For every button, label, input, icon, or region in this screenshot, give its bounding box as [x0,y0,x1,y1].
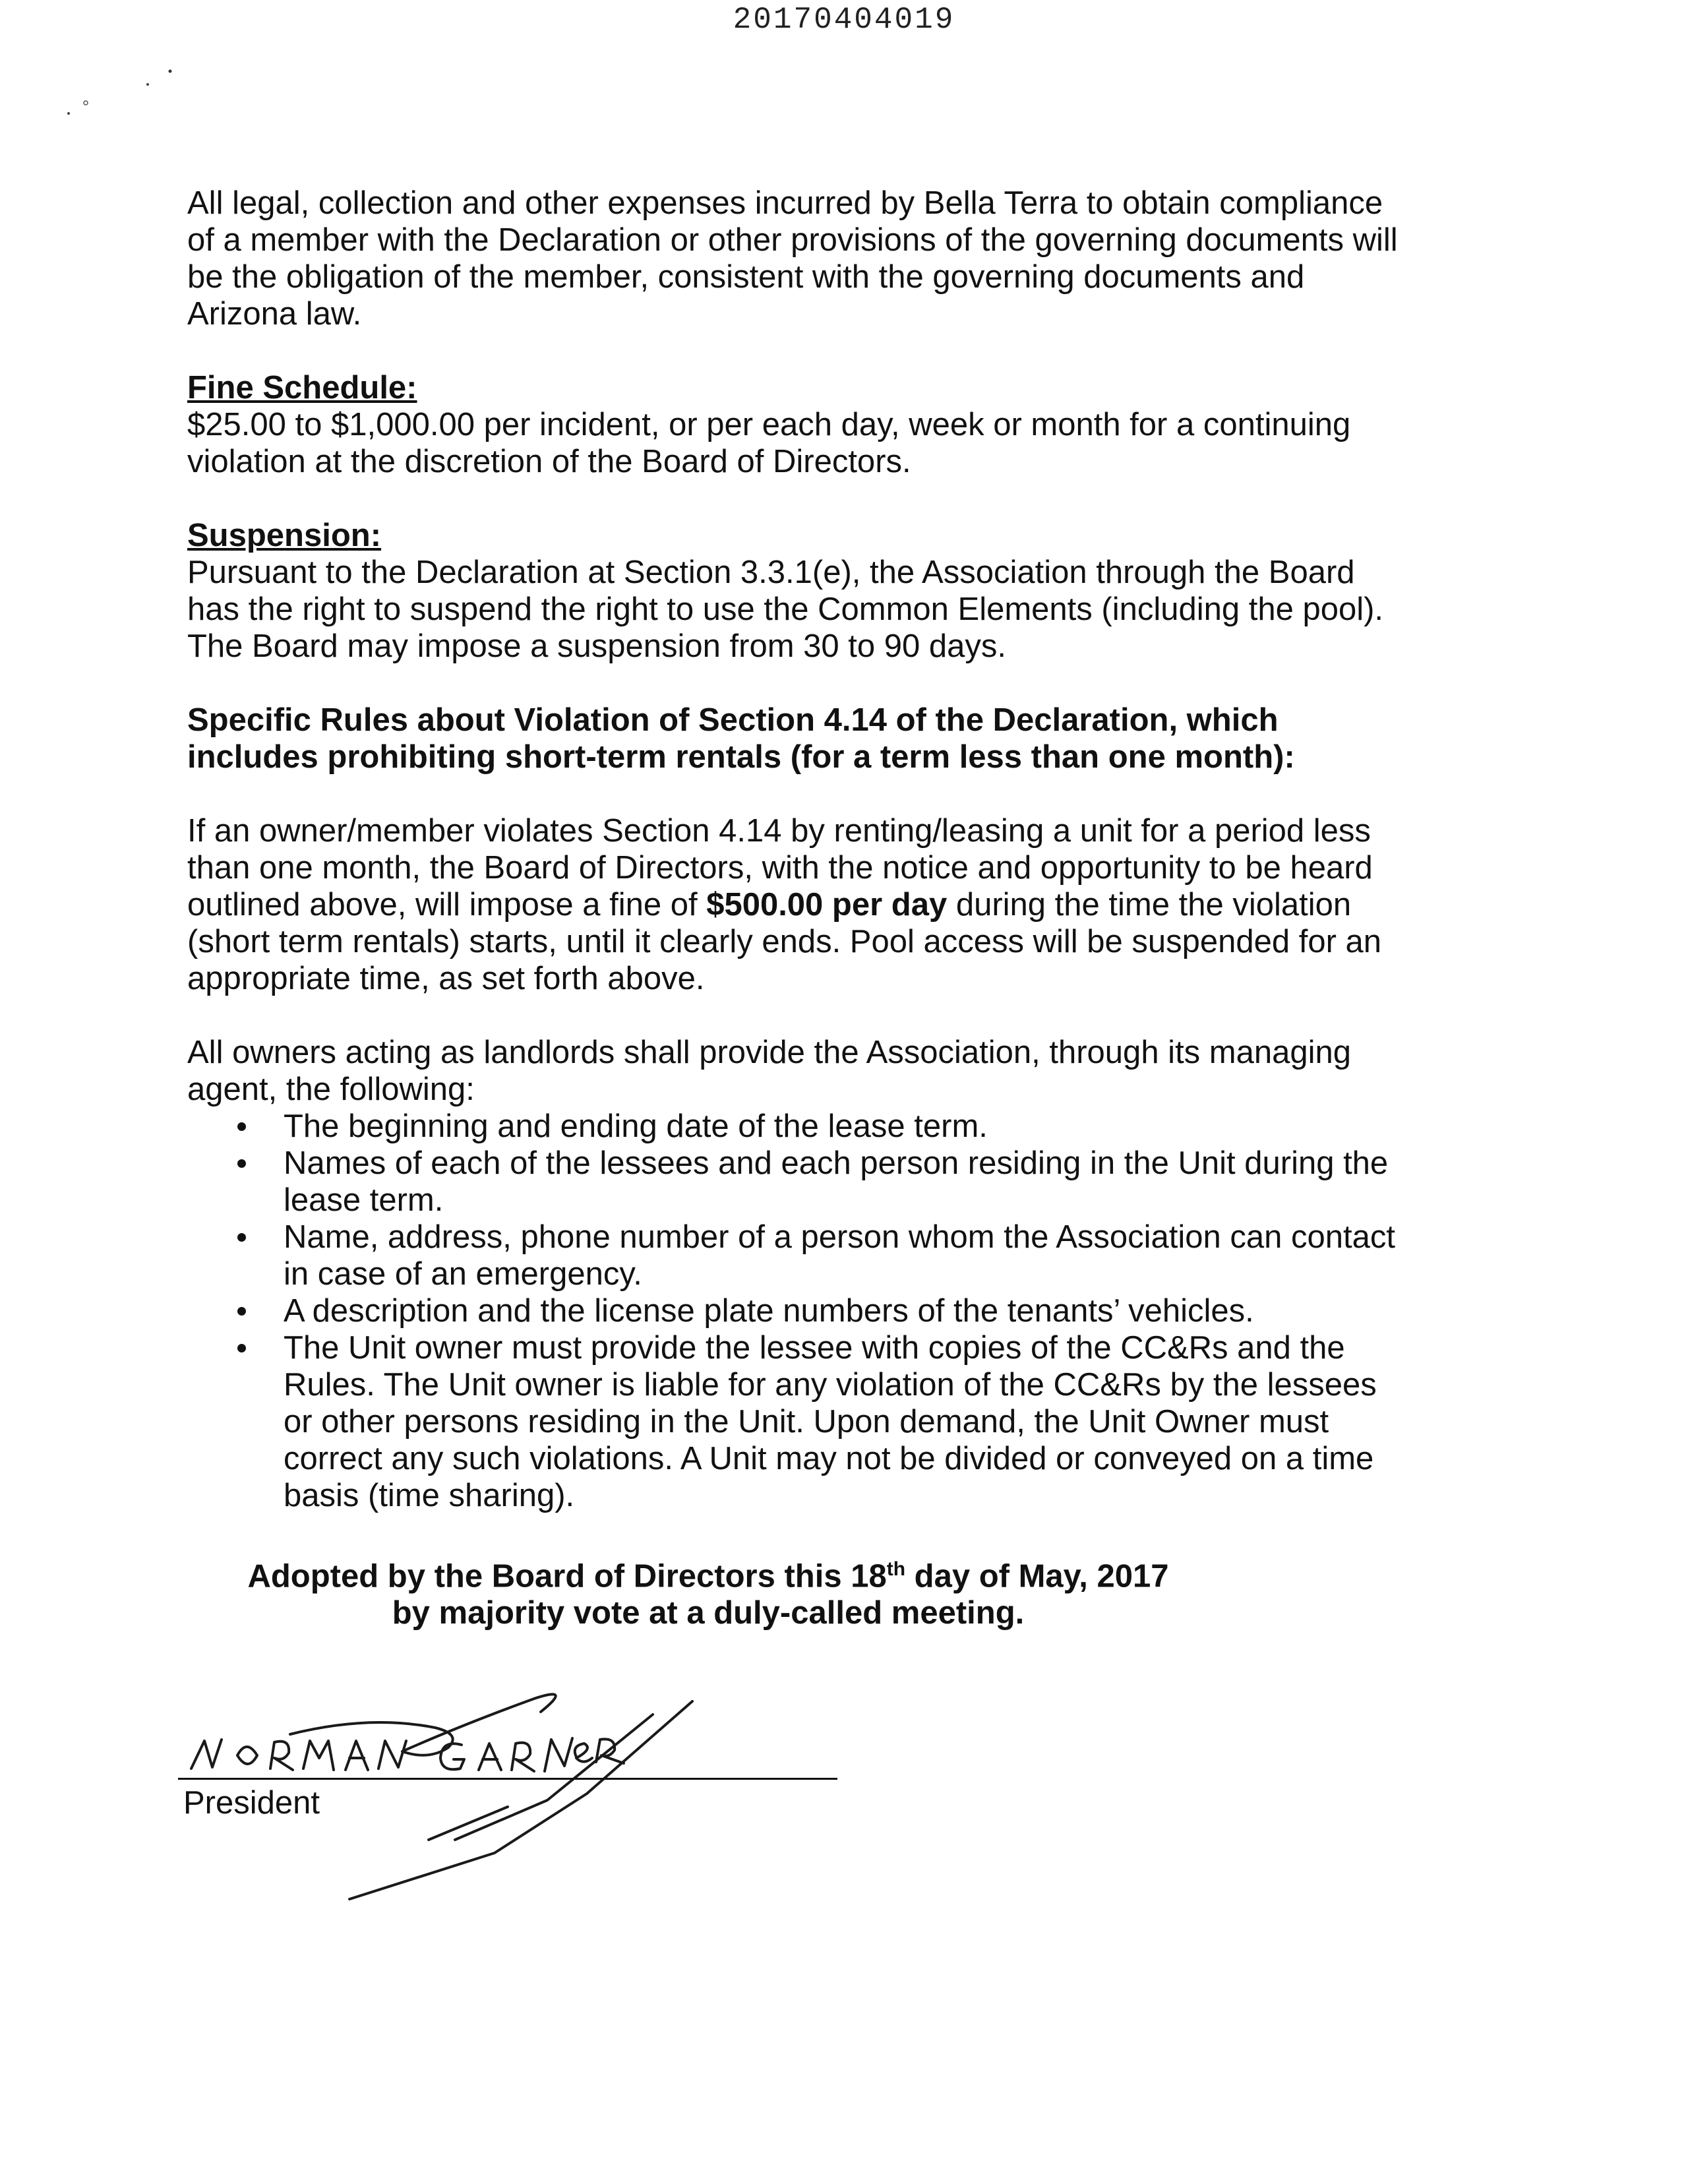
adoption-line-2: by majority vote at a duly-called meeting. [392,1595,1025,1631]
document-body [187,185,1401,1631]
specific-rules-text-before: If an owner/member violates Section 4.14 by renting/leasing a unit for a period less than one month, the Board of Directors, with the notice and opportunity to be heard outlined above, will impose a fine of [187,813,1373,923]
specific-rules-section [187,702,1401,997]
recording-number: 20170404019 [733,3,955,37]
suspension-section [187,517,1401,665]
list-item [187,1292,1401,1329]
landlord-requirements-list [187,1108,1401,1514]
scan-specks [59,59,204,138]
bullet-icon [237,1233,246,1242]
specific-rules-text [187,812,1401,997]
fine-schedule-section [187,369,1401,480]
intro-paragraph: All legal, collection and other expenses incurred by Bella Terra to obtain compliance of a member with the Declaration or other provisions of the governing documents will be the obligation of the member, consistent with the governing documents and Arizona law. [187,185,1398,332]
specific-rules-text-after: during the time the violation (short term rentals) starts, until it clearly ends. Pool access will be suspended for an appropriate time, as set forth above. [187,887,1382,996]
adoption-prefix: Adopted by the Board of Directors this 18 [247,1558,887,1594]
suspension-text: Pursuant to the Declaration at Section 3.3.1(e), the Association through the Board has the right to suspend the right to use the Common Elements (including the pool). The Board may impose a suspension from 30 to 90 days. [187,555,1384,664]
specific-rules-heading: Specific Rules about Violation of Section 4.14 of the Declaration, which includes prohibiting short-term rentals (for a term less than one month): [187,702,1295,775]
bullet-icon [237,1122,246,1131]
signature-block [178,1675,1035,1912]
handwritten-signature [178,1642,1035,1919]
list-item [187,1145,1401,1219]
landlords-section [187,1034,1401,1514]
signature-line [178,1778,837,1780]
bullet-icon [237,1159,246,1168]
list-item-text: A description and the license plate numbers of the tenants’ vehicles. [284,1293,1254,1329]
list-item [187,1329,1401,1514]
list-item-text: Name, address, phone number of a person whom the Association can contact in case of an emergency. [284,1219,1396,1292]
fine-schedule-heading: Fine Schedule: [187,370,417,406]
list-item-text: The beginning and ending date of the lease term. [284,1108,988,1144]
list-item-text: Names of each of the lessees and each person residing in the Unit during the lease term. [284,1145,1389,1218]
bullet-icon [237,1307,246,1316]
suspension-heading: Suspension: [187,518,382,553]
daily-fine-amount: $500.00 per day [706,887,948,923]
landlords-intro: All owners acting as landlords shall provide the Association, through its managing agent, the following: [187,1035,1352,1107]
list-item [187,1219,1401,1292]
list-item [187,1108,1401,1145]
adoption-statement [187,1551,1401,1631]
bullet-icon [237,1344,246,1352]
adoption-superscript: th [886,1558,906,1580]
adoption-line-1 [187,1551,1229,1594]
fine-schedule-text: $25.00 to $1,000.00 per incident, or per each day, week or month for a continuing violation at the discretion of the Board of Directors. [187,407,1351,479]
list-item-text: The Unit owner must provide the lessee with copies of the CC&Rs and the Rules. The Unit owner is liable for any violation of the CC&Rs by the lessees or other persons residing in the Unit. Upon demand, the Unit Owner must correct any such violations. A Unit may not be divided or conveyed on a time basis (time sharing). [284,1330,1377,1513]
adoption-suffix: day of May, 2017 [905,1558,1169,1594]
signer-title: President [183,1785,320,1821]
